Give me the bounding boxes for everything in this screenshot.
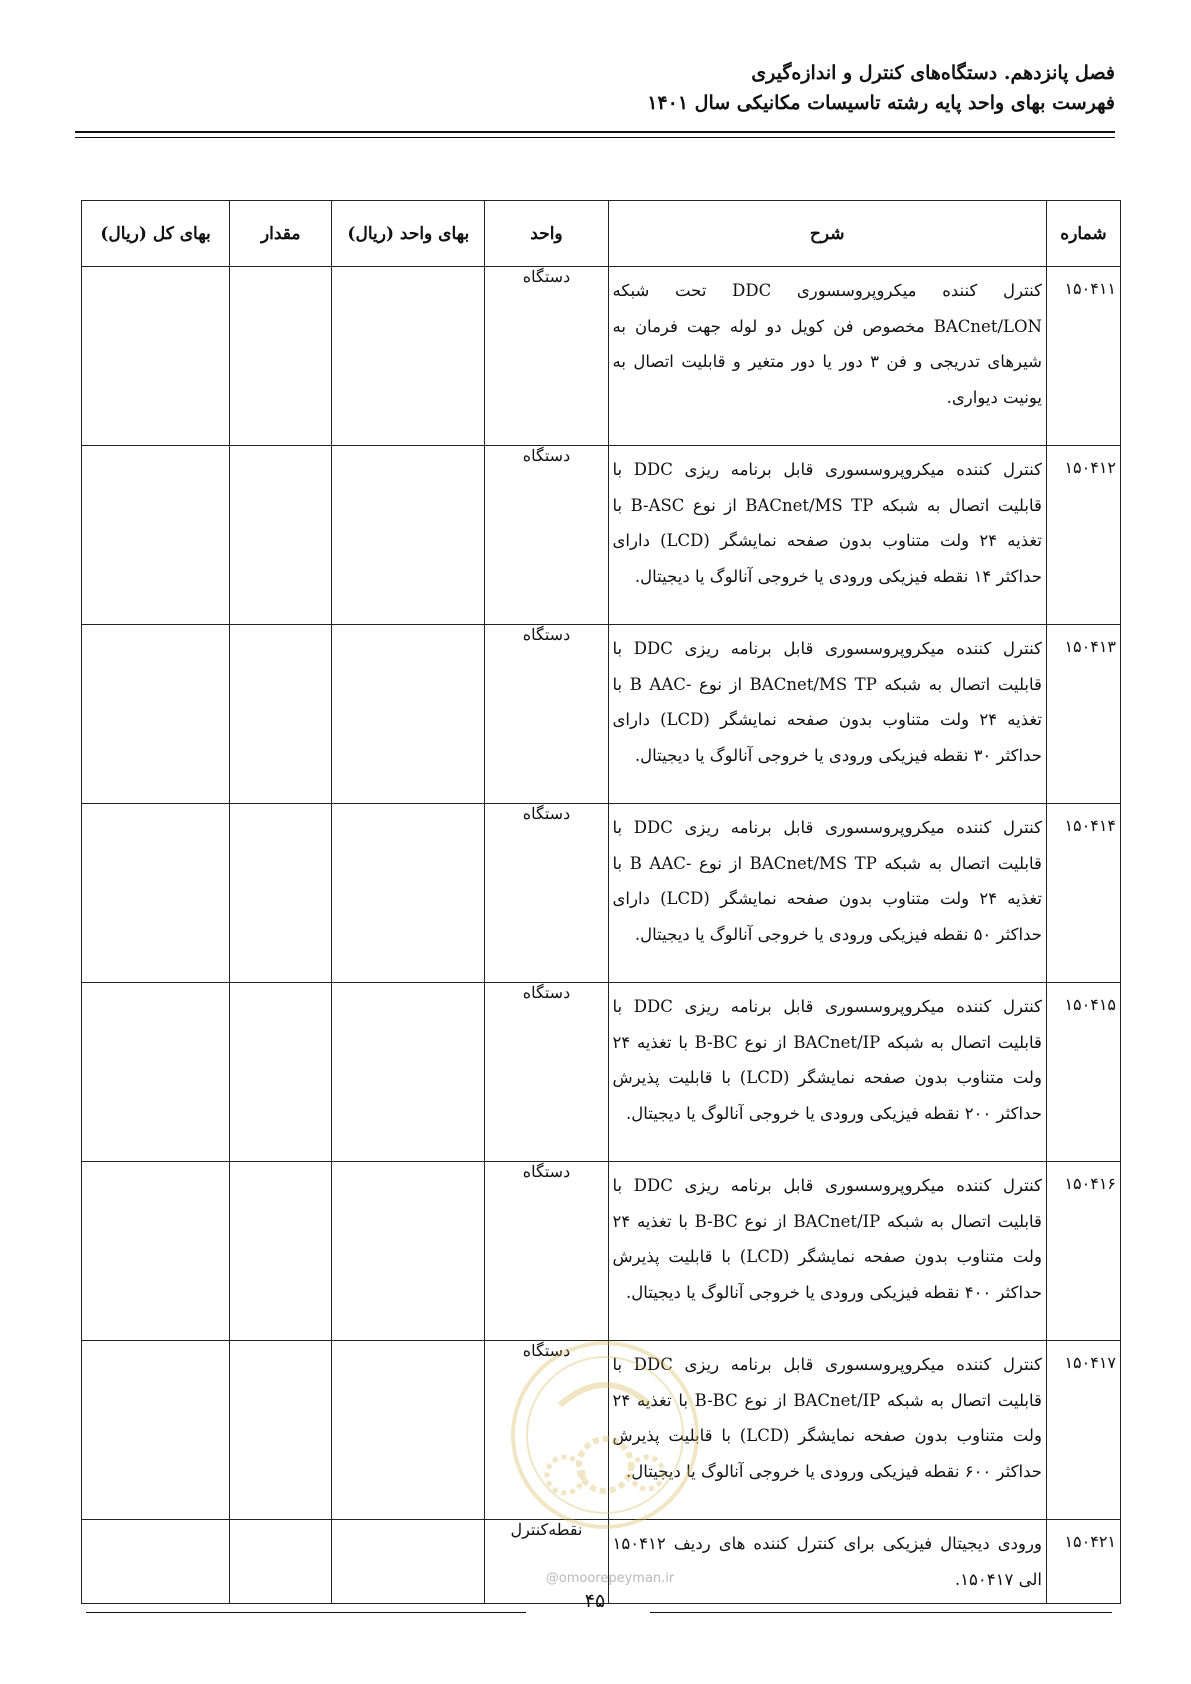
table-row: [82, 446, 1121, 625]
item-unit: دستگاه: [485, 625, 608, 804]
item-unit: نقطه‌کنترل: [485, 1520, 608, 1604]
table-header-row: [82, 201, 1121, 267]
item-unit-price-cell: [332, 1520, 485, 1604]
header-rule-thin: [75, 137, 1115, 138]
item-number: ۱۵۰۴۱۷: [1046, 1341, 1120, 1520]
item-unit-price-cell: [332, 446, 485, 625]
item-unit-price-cell: [332, 267, 485, 446]
item-unit: دستگاه: [485, 804, 608, 983]
item-total-cell: [82, 267, 230, 446]
table-row: [82, 804, 1121, 983]
item-quantity-cell: [230, 267, 332, 446]
item-number: ۱۵۰۴۱۵: [1046, 983, 1120, 1162]
item-number: ۱۵۰۴۱۳: [1046, 625, 1120, 804]
col-header-number: شماره: [1046, 201, 1120, 267]
item-quantity-cell: [230, 983, 332, 1162]
item-number: ۱۵۰۴۱۶: [1046, 1162, 1120, 1341]
item-unit: دستگاه: [485, 983, 608, 1162]
watermark-url: @omoorepeyman.ir: [545, 1571, 675, 1586]
item-number: ۱۵۰۴۱۲: [1046, 446, 1120, 625]
document-title: فهرست بهای واحد پایه رشته تاسیسات مکانیکی سال ۱۴۰۱: [647, 92, 1115, 114]
table-row: [82, 625, 1121, 804]
item-unit-price-cell: [332, 1341, 485, 1520]
table-row: [82, 1162, 1121, 1341]
footer-rule-left: [86, 1612, 526, 1613]
item-description: ورودی دیجیتال فیزیکی برای کنترل کننده های ردیف ۱۵۰۴۱۲ الی ۱۵۰۴۱۷.: [608, 1520, 1046, 1604]
table-row: [82, 983, 1121, 1162]
item-number: ۱۵۰۴۱۴: [1046, 804, 1120, 983]
header-rule-thick: [75, 131, 1115, 133]
item-quantity-cell: [230, 625, 332, 804]
item-unit: دستگاه: [485, 1162, 608, 1341]
item-description: کنترل کننده میکروپروسسوری قابل برنامه ریزی DDC با قابلیت اتصال به شبکه BACnet/IP از نوع B-BC با تغذیه ۲۴ ولت متناوب بدون صفحه نمایشگر (LCD) با قابلیت پذیرش حداکثر ۴۰۰ نقطه فیزیکی ورودی یا خروجی آنالوگ یا دیجیتال.: [608, 1162, 1046, 1341]
page-header: [75, 58, 1115, 118]
item-quantity-cell: [230, 1341, 332, 1520]
item-total-cell: [82, 1520, 230, 1604]
item-unit-price-cell: [332, 625, 485, 804]
col-header-quantity: مقدار: [230, 201, 332, 267]
col-header-unit-price: بهای واحد (ریال): [332, 201, 485, 267]
item-unit-price-cell: [332, 983, 485, 1162]
item-description: کنترل کننده میکروپروسسوری قابل برنامه ریزی DDC با قابلیت اتصال به شبکه BACnet/IP از نوع B-BC با تغذیه ۲۴ ولت متناوب بدون صفحه نمایشگر (LCD) با قابلیت پذیرش حداکثر ۶۰۰ نقطه فیزیکی ورودی یا خروجی آنالوگ یا دیجیتال.: [608, 1341, 1046, 1520]
item-unit: دستگاه: [485, 1341, 608, 1520]
item-unit-price-cell: [332, 804, 485, 983]
item-description: کنترل کننده میکروپروسسوری قابل برنامه ریزی DDC با قابلیت اتصال به شبکه BACnet/MS TP از نوع B-ASC با تغذیه ۲۴ ولت متناوب بدون صفحه نمایشگر (LCD) دارای حداکثر ۱۴ نقطه فیزیکی ورودی یا خروجی آنالوگ یا دیجیتال.: [608, 446, 1046, 625]
item-unit: دستگاه: [485, 267, 608, 446]
item-unit: دستگاه: [485, 446, 608, 625]
col-header-total-price: بهای کل (ریال): [82, 201, 230, 267]
item-description: کنترل کننده میکروپروسسوری DDC تحت شبکه BACnet/LON مخصوص فن کویل دو لوله جهت فرمان به شیرهای تدریجی و فن ۳ دور یا دور متغیر و قابلیت اتصال به یونیت دیواری.: [608, 267, 1046, 446]
item-total-cell: [82, 804, 230, 983]
watermark-seal-icon: [505, 1335, 705, 1535]
chapter-title: فصل پانزدهم. دستگاه‌های کنترل و اندازه‌گیری: [751, 62, 1115, 84]
footer-rule-right: [650, 1612, 1112, 1613]
col-header-unit: واحد: [485, 201, 608, 267]
item-description: کنترل کننده میکروپروسسوری قابل برنامه ریزی DDC با قابلیت اتصال به شبکه BACnet/IP از نوع B-BC با تغذیه ۲۴ ولت متناوب بدون صفحه نمایشگر (LCD) با قابلیت پذیرش حداکثر ۲۰۰ نقطه فیزیکی ورودی یا خروجی آنالوگ یا دیجیتال.: [608, 983, 1046, 1162]
table-row: [82, 267, 1121, 446]
item-unit-price-cell: [332, 1162, 485, 1341]
item-description: کنترل کننده میکروپروسسوری قابل برنامه ریزی DDC با قابلیت اتصال به شبکه BACnet/MS TP از نوع -B AAC با تغذیه ۲۴ ولت متناوب بدون صفحه نمایشگر (LCD) دارای حداکثر ۵۰ نقطه فیزیکی ورودی یا خروجی آنالوگ یا دیجیتال.: [608, 804, 1046, 983]
col-header-description: شرح: [608, 201, 1046, 267]
page-number: ۴۵: [584, 1590, 606, 1612]
item-total-cell: [82, 1341, 230, 1520]
item-total-cell: [82, 446, 230, 625]
item-quantity-cell: [230, 1520, 332, 1604]
item-total-cell: [82, 625, 230, 804]
item-number: ۱۵۰۴۲۱: [1046, 1520, 1120, 1604]
item-number: ۱۵۰۴۱۱: [1046, 267, 1120, 446]
item-total-cell: [82, 1162, 230, 1341]
item-total-cell: [82, 983, 230, 1162]
item-quantity-cell: [230, 446, 332, 625]
item-quantity-cell: [230, 804, 332, 983]
item-description: کنترل کننده میکروپروسسوری قابل برنامه ریزی DDC با قابلیت اتصال به شبکه BACnet/MS TP از نوع -B AAC با تغذیه ۲۴ ولت متناوب بدون صفحه نمایشگر (LCD) دارای حداکثر ۳۰ نقطه فیزیکی ورودی یا خروجی آنالوگ یا دیجیتال.: [608, 625, 1046, 804]
item-quantity-cell: [230, 1162, 332, 1341]
